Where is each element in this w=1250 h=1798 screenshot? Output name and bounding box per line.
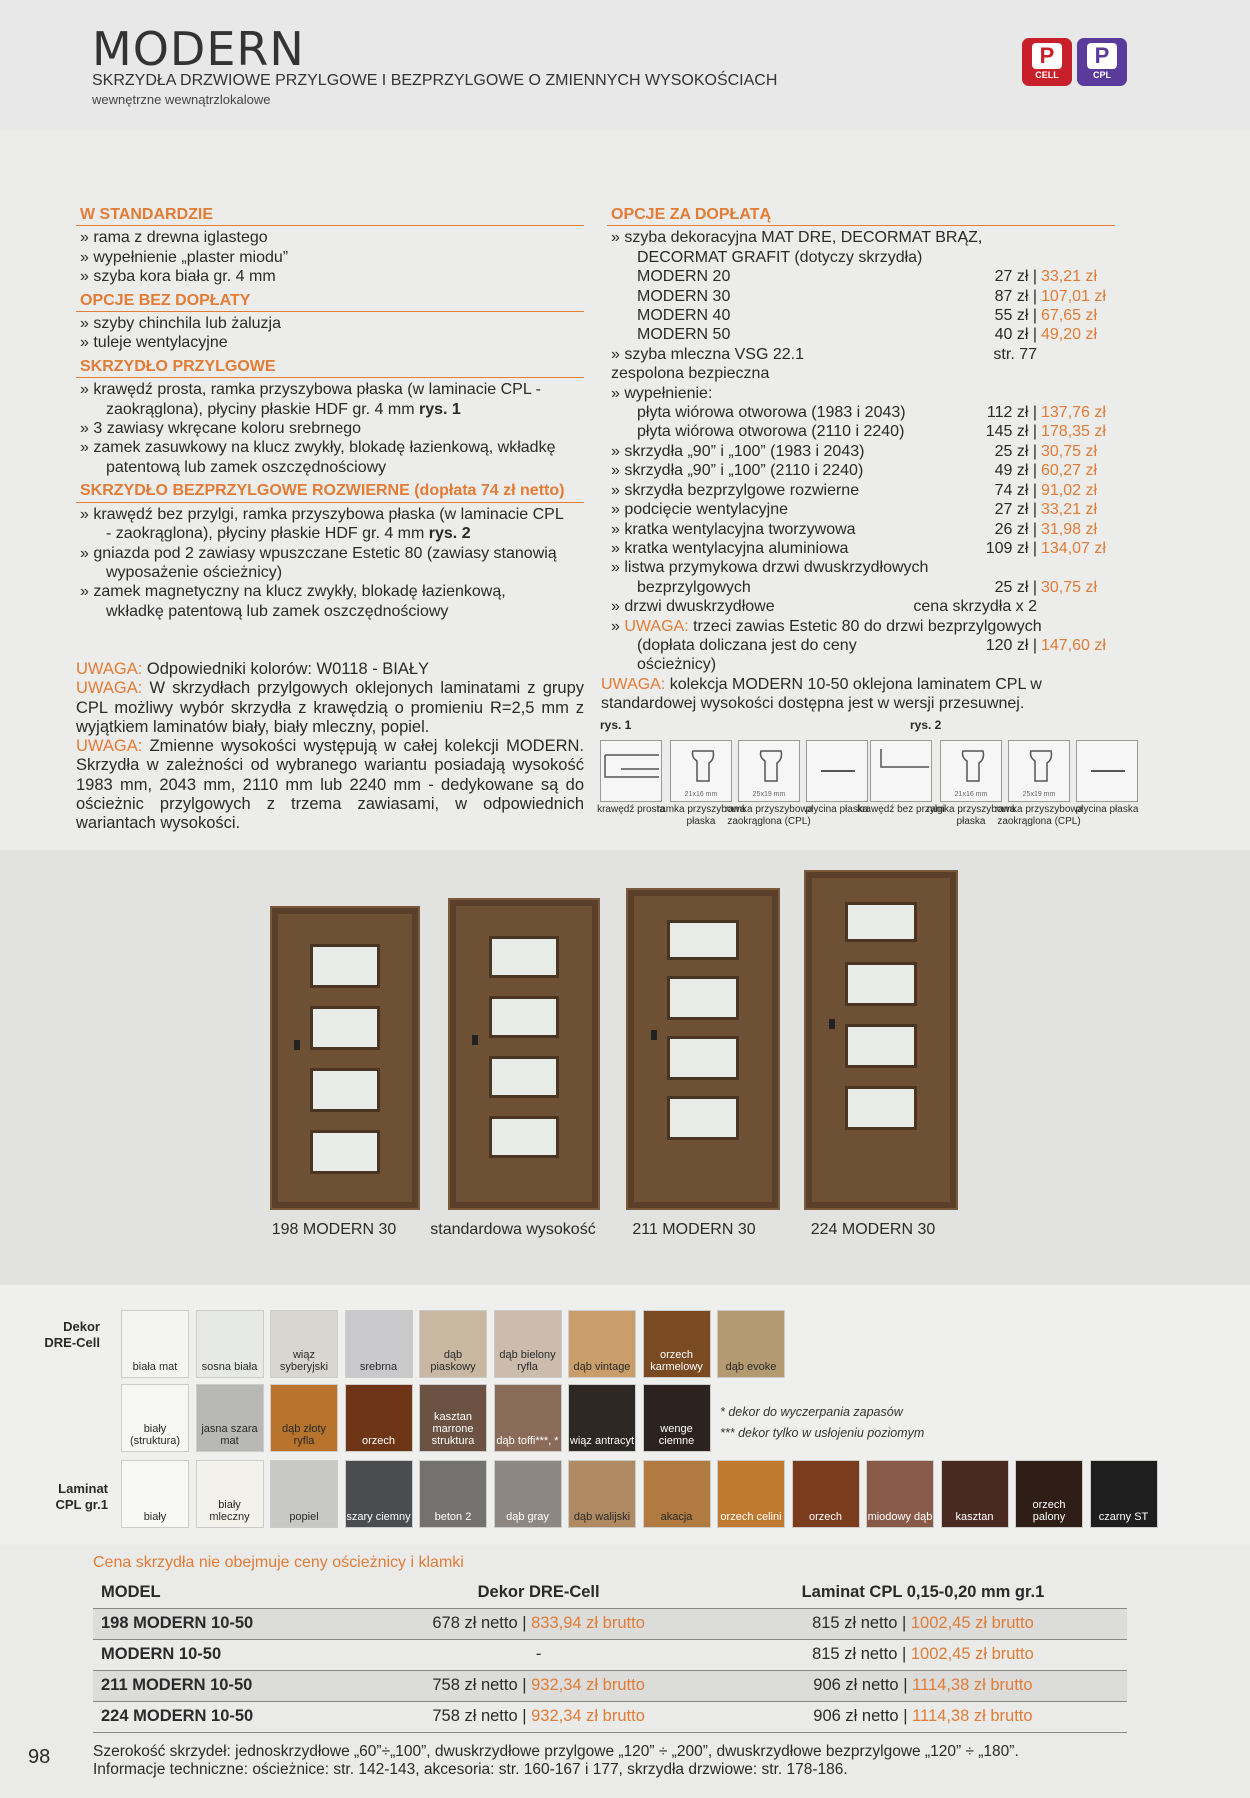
glass-pane <box>667 1096 739 1140</box>
option-name: » skrzydła „90” i „100” (2110 i 2240) <box>611 462 864 480</box>
door-label: 198 MODERN 30 <box>271 1221 397 1238</box>
list-item: » krawędź bez przylgi, ramka przyszybowa płaska (w laminacie CPL <box>80 505 564 523</box>
decor-swatch: dąb evoke <box>717 1310 785 1378</box>
profile-dimension: 21x16 mm <box>954 791 988 798</box>
list-item: patentową lub zamek oszczędnościowy <box>106 458 387 476</box>
gross-price: 833,94 zł brutto <box>531 1614 645 1632</box>
profile-drawing <box>870 740 932 802</box>
model-cell: 224 MODERN 10-50 <box>93 1701 358 1732</box>
door-handle <box>472 1035 478 1045</box>
decor-swatch: dąb piaskowy <box>419 1310 487 1378</box>
price-row <box>607 500 1115 519</box>
table-row <box>93 1701 1127 1732</box>
header <box>0 0 1250 130</box>
price-row <box>607 325 1115 344</box>
decor-swatch: kasztan <box>941 1460 1009 1528</box>
decor-swatch: dąb złoty ryfla <box>270 1384 338 1452</box>
price-net: cena skrzydła x 2 <box>913 598 1037 616</box>
price-net: 27 zł | <box>994 501 1037 519</box>
glass-pane <box>667 920 739 960</box>
decor-swatch: wiąz antracyt <box>568 1384 636 1452</box>
door-image <box>628 890 778 1208</box>
glass-pane <box>845 1086 917 1130</box>
option-name: MODERN 30 <box>637 287 731 305</box>
profile-dimension: 21x16 mm <box>684 791 718 798</box>
price-net: 27 zł | <box>994 268 1037 286</box>
decor-swatch: dąb vintage <box>568 1310 636 1378</box>
glass-pane <box>667 1036 739 1080</box>
list-item: - zaokrąglona), płyciny płaskie HDF gr. 4 mm rys. 2 <box>106 525 471 543</box>
standard-list <box>76 228 584 286</box>
profile-drawings <box>598 718 1218 848</box>
price-row <box>607 422 1115 441</box>
glass-pane <box>489 1116 560 1158</box>
decor-dre-label: Dekor DRE-Cell <box>44 1319 100 1350</box>
profile-caption: płycina płaska <box>805 804 869 815</box>
decor-swatch: biały <box>121 1460 189 1528</box>
price-net: 145 zł | <box>985 423 1037 441</box>
table-row <box>93 1639 1127 1670</box>
option-name: » skrzydła bezprzylgowe rozwierne <box>611 481 860 499</box>
decor-swatch: dąb toffi***, * <box>494 1384 562 1452</box>
profile-caption: ramka przyszybowa płaska <box>656 804 746 827</box>
gross-price: 932,34 zł brutto <box>531 1707 645 1725</box>
standard-heading: W STANDARDZIE <box>76 203 584 226</box>
model-cell: MODERN 10-50 <box>93 1639 358 1670</box>
profile-drawing <box>940 740 1002 802</box>
footer: Szerokość skrzydeł: jednoskrzydłowe „60”÷„100”, dwuskrzydłowe przylgowe „120” ÷ „200”, dwuskrzydłowe bezprzylgowe „120” ÷ „180”. Informacje techniczne: ościeżnice: str. 142-143, akcesoria: str. 160-167 i 177, skrzydła drzwiowe: str. 178-186. <box>93 1743 1019 1778</box>
price-row <box>607 558 1115 577</box>
option-name: » kratka wentylacyjna tworzywowa <box>611 520 856 538</box>
uwaga-hinge-row: » UWAGA: trzeci zawias Estetic 80 do drzwi bezprzylgowych <box>611 617 1042 635</box>
price-row <box>607 384 1115 403</box>
table-row <box>93 1608 1127 1639</box>
glass-pane <box>489 1056 560 1098</box>
profile-drawing <box>600 740 662 802</box>
price-table <box>93 1578 1127 1733</box>
door-handle <box>829 1019 835 1029</box>
free-options-list <box>76 314 584 353</box>
decor-swatch: orzech <box>345 1384 413 1452</box>
decor-swatch: sosna biała <box>196 1310 264 1378</box>
przylgowe-heading: SKRZYDŁO PRZYLGOWE <box>76 355 584 378</box>
price-gross: 49,20 zł <box>1041 326 1098 344</box>
price-net: 26 zł | <box>994 520 1037 538</box>
decor-swatch: dąb gray <box>494 1460 562 1528</box>
profile-caption: krawędź bez przylgi <box>857 804 945 815</box>
price-gross: 107,01 zł <box>1041 287 1106 305</box>
gross-price: 1114,38 zł brutto <box>912 1676 1033 1694</box>
decor-swatch: orzech karmelowy <box>643 1310 711 1378</box>
price-gross: 30,75 zł <box>1041 578 1098 596</box>
list-item: » szyby chinchila lub żaluzja <box>80 315 281 333</box>
price-net: 109 zł | <box>985 539 1037 557</box>
price-row <box>607 287 1115 306</box>
page-subtitle: SKRZYDŁA DRZWIOWE PRZYLGOWE I BEZPRZYLGOWE O ZMIENNYCH WYSOKOŚCIACH <box>92 72 778 89</box>
net-price: 815 zł netto | <box>812 1645 911 1663</box>
uwaga-sliding: UWAGA: kolekcja MODERN 10-50 oklejona laminatem CPL w standardowej wysokości dostępna jest w wersji przesuwnej. <box>601 675 1042 713</box>
option-name: » wypełnienie: <box>611 384 713 402</box>
price-net: 74 zł | <box>994 481 1037 499</box>
decor-swatch: biały mleczny <box>196 1460 264 1528</box>
price-gross: 137,76 zł <box>1041 404 1106 422</box>
gross-price: 932,34 zł brutto <box>531 1676 645 1694</box>
price-net: 55 zł | <box>994 307 1037 325</box>
list-item: » 3 zawiasy wkręcane koloru srebrnego <box>80 420 362 438</box>
option-name: » podcięcie wentylacyjne <box>611 501 788 519</box>
option-name: płyta wiórowa otworowa (1983 i 2043) <box>637 404 906 422</box>
cell-badge: P CELL <box>1022 38 1072 86</box>
door-handle <box>651 1030 657 1040</box>
paid-options-list <box>607 228 1115 616</box>
dre-price-cell <box>358 1670 718 1701</box>
model-cell: 211 MODERN 10-50 <box>93 1670 358 1701</box>
net-price: 815 zł netto | <box>812 1614 911 1632</box>
glass-pane <box>845 902 917 942</box>
page-number: 98 <box>28 1746 51 1768</box>
decor-swatch: wiąz syberyjski <box>270 1310 338 1378</box>
profile-dimension: 25x19 mm <box>752 791 786 798</box>
decor-swatch: dąb bielony ryfla <box>494 1310 562 1378</box>
price-gross: 60,27 zł <box>1041 462 1098 480</box>
rys2-label: rys. 2 <box>910 718 942 732</box>
door-image <box>806 872 956 1208</box>
price-net: 87 zł | <box>994 287 1037 305</box>
price-net: 49 zł | <box>994 462 1037 480</box>
bezprzylgowe-list <box>76 505 584 621</box>
option-name: » skrzydła „90” i „100” (1983 i 2043) <box>611 442 865 460</box>
right-column <box>601 203 1115 714</box>
option-name: bezprzylgowych <box>637 578 751 596</box>
price-net: 25 zł | <box>994 442 1037 460</box>
price-row <box>607 306 1115 325</box>
option-name: » drzwi dwuskrzydłowe <box>611 598 775 616</box>
option-name: » szyba dekoracyjna MAT DRE, DECORMAT BRĄZ, <box>611 229 983 247</box>
cpl-price-cell <box>719 1608 1127 1639</box>
decor-swatch: miodowy dąb <box>866 1460 934 1528</box>
price-row <box>607 461 1115 480</box>
net-price: - <box>535 1645 542 1663</box>
price-row <box>607 267 1115 286</box>
decor-section <box>0 1285 1250 1545</box>
door-label: 224 MODERN 30 <box>810 1221 936 1238</box>
cpl-badge: P CPL <box>1077 38 1127 86</box>
option-name: » listwa przymykowa drzwi dwuskrzydłowych <box>611 559 929 577</box>
gross-price: 1002,45 zł brutto <box>910 1645 1034 1663</box>
profile-caption: płycina płaska <box>1075 804 1139 815</box>
list-item: zaokrąglona), płyciny płaskie HDF gr. 4 mm rys. 1 <box>106 400 461 418</box>
glass-pane <box>310 1068 380 1112</box>
price-gross: 67,65 zł <box>1041 307 1098 325</box>
doors-section <box>0 850 1250 1285</box>
decor-swatch: orzech celini <box>717 1460 785 1528</box>
net-price: 906 zł netto | <box>813 1676 913 1694</box>
page-title: MODERN <box>92 22 305 76</box>
model-cell: 198 MODERN 10-50 <box>93 1608 358 1639</box>
gross-price: 1002,45 zł brutto <box>910 1614 1034 1632</box>
door-label: 211 MODERN 30 <box>632 1221 756 1238</box>
option-name: » kratka wentylacyjna aluminiowa <box>611 539 849 557</box>
bezprzylgowe-heading: SKRZYDŁO BEZPRZYLGOWE ROZWIERNE (dopłata 74 zł netto) <box>76 479 584 502</box>
glass-pane <box>310 1130 380 1174</box>
decor-swatch: jasna szara mat <box>196 1384 264 1452</box>
decor-swatch: szary ciemny <box>345 1460 413 1528</box>
decor-swatch: akacja <box>643 1460 711 1528</box>
price-row <box>607 345 1115 384</box>
col-model: MODEL <box>93 1578 358 1608</box>
option-name: » szyba mleczna VSG 22.1 zespolona bezpieczna <box>611 345 804 383</box>
price-note: Cena skrzydła nie obejmuje ceny ościeżnicy i klamki <box>93 1554 464 1571</box>
price-row <box>607 539 1115 558</box>
price-row <box>607 228 1115 247</box>
decor-swatch: biały (struktura) <box>121 1384 189 1452</box>
decor-cpl-label: Laminat CPL gr.1 <box>55 1481 108 1512</box>
cpl-price-cell <box>719 1639 1127 1670</box>
door-handle <box>294 1040 300 1050</box>
decor-swatch: biała mat <box>121 1310 189 1378</box>
price-gross: 178,35 zł <box>1041 423 1106 441</box>
profile-caption: ramka przyszybowa zaokrąglona (CPL) <box>994 804 1084 827</box>
profile-drawing <box>1008 740 1070 802</box>
price-net: 25 zł | <box>994 578 1037 596</box>
list-item: » rama z drewna iglastego <box>80 229 268 247</box>
glass-pane <box>667 976 739 1020</box>
price-row <box>607 481 1115 500</box>
decor-swatch: popiel <box>270 1460 338 1528</box>
glass-pane <box>845 1024 917 1068</box>
net-price: 678 zł netto | <box>432 1614 532 1632</box>
price-gross: 33,21 zł <box>1041 268 1098 286</box>
option-name: DECORMAT GRAFIT (dotyczy skrzydła) <box>637 248 923 266</box>
profile-caption: ramka przyszybowa płaska <box>926 804 1016 827</box>
list-item: » zamek zasuwkowy na klucz zwykły, blokadę łazienkową, wkładkę <box>80 439 556 457</box>
price-row <box>607 597 1115 616</box>
gross-price: 1114,38 zł brutto <box>912 1707 1033 1725</box>
door-label: standardowa wysokość <box>430 1221 596 1238</box>
decor-swatch: wenge ciemne <box>643 1384 711 1452</box>
profile-drawing <box>806 740 868 802</box>
net-price: 906 zł netto | <box>813 1707 913 1725</box>
left-column <box>76 203 584 621</box>
price-row <box>607 520 1115 539</box>
price-gross: 91,02 zł <box>1041 481 1098 499</box>
decor-swatch: dąb walijski <box>568 1460 636 1528</box>
price-row <box>607 403 1115 422</box>
figure-ref: rys. 2 <box>428 525 471 543</box>
price-row <box>607 248 1115 267</box>
glass-pane <box>489 936 560 978</box>
list-item: » zamek magnetyczny na klucz zwykły, blokadę łazienkową, <box>80 583 506 601</box>
option-name: MODERN 50 <box>637 326 731 344</box>
col-dre: Dekor DRE-Cell <box>358 1578 718 1608</box>
dre-price-cell <box>358 1701 718 1732</box>
cpl-price-cell <box>719 1670 1127 1701</box>
dre-price-cell <box>358 1608 718 1639</box>
free-options-heading: OPCJE BEZ DOPŁATY <box>76 289 584 312</box>
decor-swatch: srebrna <box>345 1310 413 1378</box>
price-gross <box>1037 597 1115 616</box>
decor-note-2: *** dekor tylko w usłojeniu poziomym <box>720 1426 925 1440</box>
list-item: » tuleje wentylacyjne <box>80 334 228 352</box>
option-name: MODERN 20 <box>637 268 731 286</box>
price-gross: 30,75 zł <box>1041 442 1098 460</box>
table-row <box>93 1670 1127 1701</box>
profile-drawing <box>1076 740 1138 802</box>
decor-swatch: orzech palony <box>1015 1460 1083 1528</box>
price-net: 40 zł | <box>994 326 1037 344</box>
price-net: str. 77 <box>993 345 1037 363</box>
list-item: wyposażenie ościeżnicy) <box>106 563 283 581</box>
profile-drawing <box>738 740 800 802</box>
price-gross: 33,21 zł <box>1041 501 1098 519</box>
decor-swatch: czarny ST <box>1090 1460 1158 1528</box>
profile-dimension: 25x19 mm <box>1022 791 1056 798</box>
paid-options-heading: OPCJE ZA DOPŁATĄ <box>607 203 1115 226</box>
profile-caption: ramka przyszybowa zaokrąglona (CPL) <box>724 804 814 827</box>
uwaga-hinge-price: (dopłata doliczana jest do ceny ościeżnicy) 120 zł | 147,60 zł <box>637 636 1106 674</box>
col-cpl: Laminat CPL 0,15-0,20 mm gr.1 <box>719 1578 1127 1608</box>
door-image <box>450 900 598 1208</box>
przylgowe-list <box>76 380 584 477</box>
glass-pane <box>489 996 560 1038</box>
decor-swatch: kasztan marrone struktura <box>419 1384 487 1452</box>
list-item: » wypełnienie „plaster miodu” <box>80 248 289 266</box>
glass-pane <box>310 1006 380 1050</box>
list-item: » krawędź prosta, ramka przyszybowa płaska (w laminacie CPL - <box>80 381 541 399</box>
dre-price-cell <box>358 1639 718 1670</box>
profile-caption: krawędź prosta <box>597 804 665 815</box>
cpl-price-cell <box>719 1701 1127 1732</box>
list-item: » gniazda pod 2 zawiasy wpuszczane Estetic 80 (zawiasy stanowią <box>80 544 557 562</box>
price-row <box>607 442 1115 461</box>
option-name: MODERN 40 <box>637 307 731 325</box>
decor-swatch: orzech <box>792 1460 860 1528</box>
price-row <box>607 578 1115 597</box>
price-gross: 31,98 zł <box>1041 520 1098 538</box>
glass-pane <box>310 944 380 988</box>
decor-note-1: * dekor do wyczerpania zapasów <box>720 1405 903 1419</box>
door-image <box>272 908 418 1208</box>
rys1-label: rys. 1 <box>600 718 632 732</box>
glass-pane <box>845 962 917 1006</box>
notes-block: UWAGA: Odpowiedniki kolorów: W0118 - BIAŁY UWAGA: W skrzydłach przylgowych oklejonych laminatami z grupy CPL możliwy wybór skrzydła z krawędzią o promieniu R=2,5 mm z wyjątkiem laminatów biały, biały mleczny, popiel. UWAGA: Zmienne wysokości występują w całej kolekcji MODERN. Skrzydła w zależności od wybranego wariantu posiadają wysokość 1983 mm, 2043 mm, 2110 mm lub 2240 mm - dedykowane są do ościeżnic przylgowych z trzema zawiasami, w odpowiednich wariantach wysokości. <box>76 660 584 833</box>
net-price: 758 zł netto | <box>432 1707 532 1725</box>
page-subsubtitle: wewnętrzne wewnątrzlokalowe <box>92 92 271 107</box>
list-item: » szyba kora biała gr. 4 mm <box>80 268 276 286</box>
net-price: 758 zł netto | <box>432 1676 532 1694</box>
price-gross: 134,07 zł <box>1041 539 1106 557</box>
option-name: płyta wiórowa otworowa (2110 i 2240) <box>637 423 905 441</box>
figure-ref: rys. 1 <box>419 400 461 418</box>
list-item: wkładkę patentową lub zamek oszczędnościowy <box>106 602 449 620</box>
price-net: 112 zł | <box>986 404 1037 422</box>
decor-swatch: beton 2 <box>419 1460 487 1528</box>
profile-drawing <box>670 740 732 802</box>
price-gross <box>1037 345 1115 384</box>
